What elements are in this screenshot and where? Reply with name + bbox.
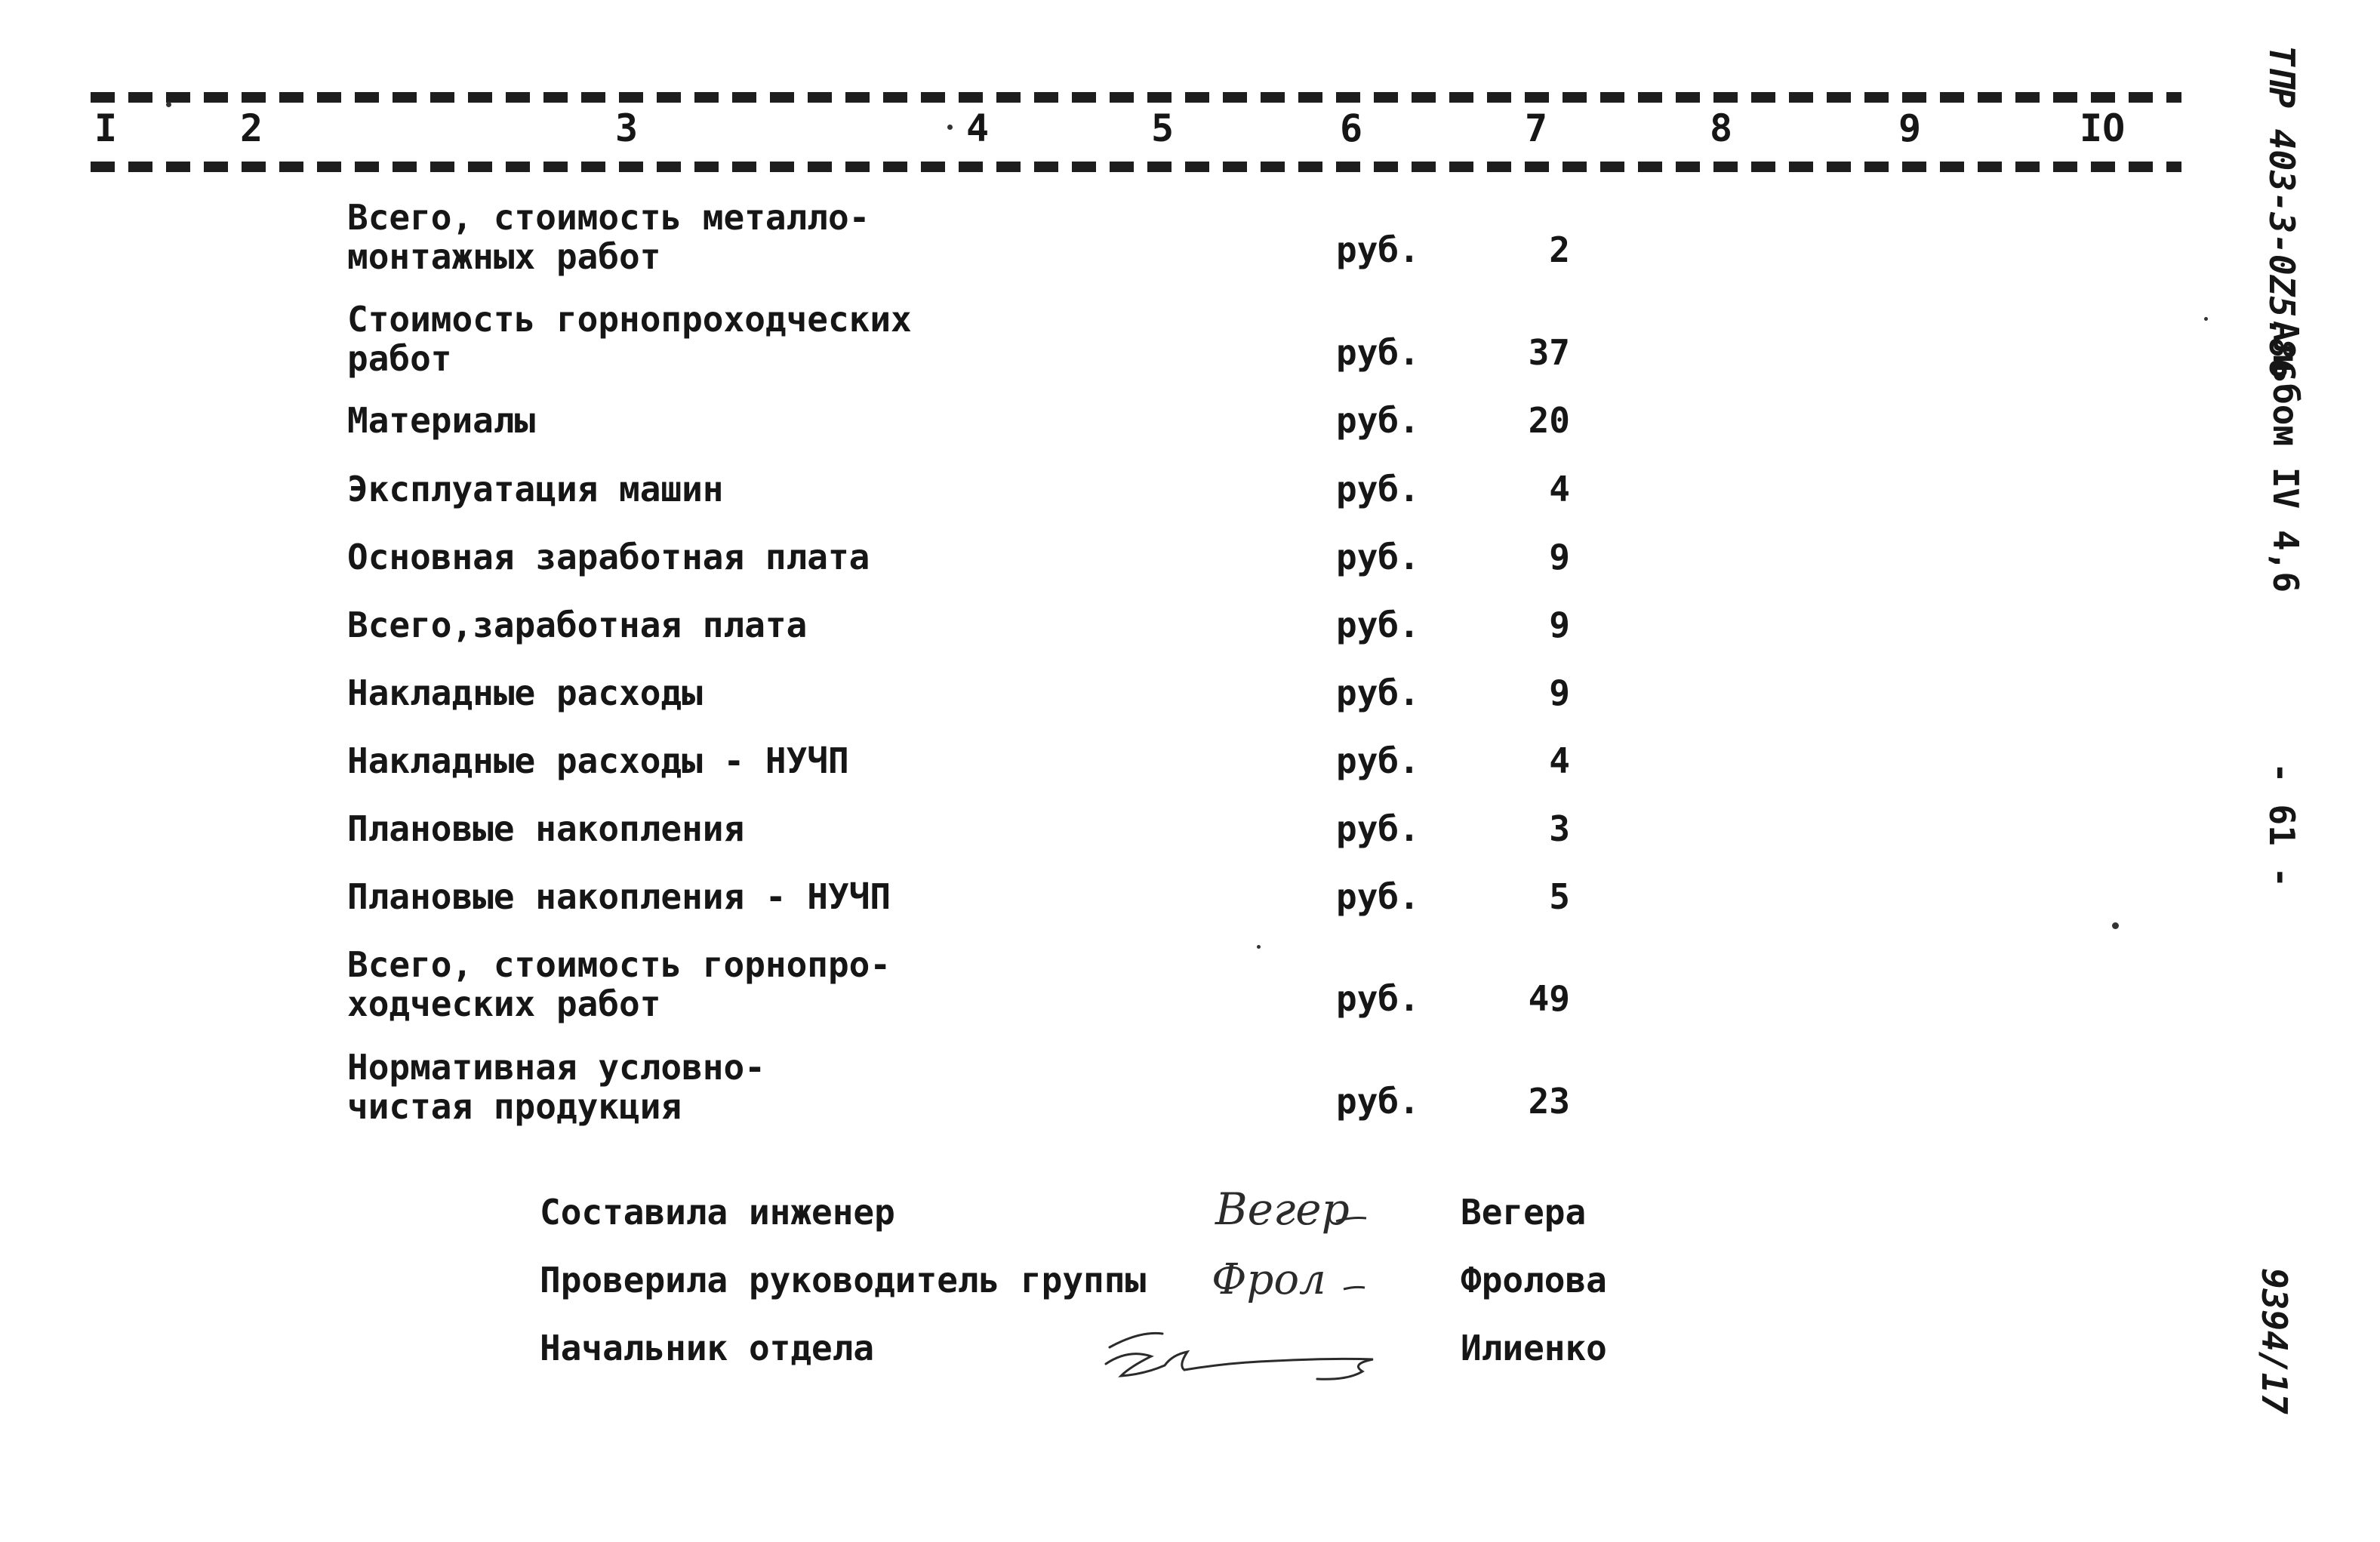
scan-speck bbox=[166, 102, 171, 107]
row-label: Всего, стоимость горнопро- ходческих работ bbox=[347, 944, 891, 1024]
row-value: 4 bbox=[1549, 469, 1570, 509]
album-label: Альбом IV 4,6 bbox=[2265, 321, 2306, 593]
row-value: 9 bbox=[1549, 605, 1570, 645]
scan-speck bbox=[2112, 922, 2119, 929]
scan-speck bbox=[947, 125, 953, 130]
row-label: Стоимость горнопроходческих работ bbox=[347, 299, 912, 379]
header-bottom-rule bbox=[91, 162, 2181, 172]
row-value: 49 bbox=[1528, 978, 1570, 1019]
row-unit: руб. bbox=[1336, 229, 1420, 270]
row-label: Накладные расходы - НУЧП bbox=[347, 740, 849, 781]
row-unit: руб. bbox=[1336, 400, 1420, 441]
row-value: 9 bbox=[1549, 673, 1570, 713]
signature-name: Вегера bbox=[1461, 1192, 1587, 1233]
row-unit: руб. bbox=[1336, 978, 1420, 1019]
column-number-9: 9 bbox=[1898, 106, 1922, 150]
row-value: 37 bbox=[1528, 332, 1570, 373]
row-value: 5 bbox=[1549, 876, 1570, 917]
row-unit: руб. bbox=[1336, 332, 1420, 373]
column-number-2: 2 bbox=[240, 106, 263, 150]
row-label: Эксплуатация машин bbox=[347, 469, 724, 509]
scan-speck bbox=[1257, 945, 1261, 949]
row-unit: руб. bbox=[1336, 876, 1420, 917]
row-value: 9 bbox=[1549, 537, 1570, 577]
row-label: Всего, стоимость металло- монтажных работ bbox=[347, 197, 870, 277]
column-number-1: I bbox=[94, 106, 118, 150]
svg-text:Фрол: Фрол bbox=[1212, 1255, 1326, 1304]
row-value: 2 bbox=[1549, 229, 1570, 270]
column-number-6: 6 bbox=[1340, 106, 1363, 150]
signature-role: Проверила руководитель группы bbox=[540, 1260, 1147, 1300]
handwritten-signature bbox=[1095, 1310, 1427, 1393]
row-unit: руб. bbox=[1336, 1081, 1420, 1122]
row-label: Плановые накопления - НУЧП bbox=[347, 876, 891, 917]
signature-role: Начальник отдела bbox=[540, 1328, 875, 1368]
row-label: Основная заработная плата bbox=[347, 537, 870, 577]
handwritten-signature bbox=[1204, 1244, 1385, 1319]
row-unit: руб. bbox=[1336, 537, 1420, 577]
row-value: 20 bbox=[1528, 400, 1570, 441]
handwritten-signature bbox=[1208, 1177, 1389, 1245]
document-number: 9394/17 bbox=[2254, 1268, 2295, 1414]
signature-name: Илиенко bbox=[1461, 1328, 1607, 1368]
row-unit: руб. bbox=[1336, 808, 1420, 849]
signature-name: Фролова bbox=[1461, 1260, 1607, 1300]
column-number-5: 5 bbox=[1151, 106, 1175, 150]
column-number-7: 7 bbox=[1525, 106, 1548, 150]
page-number: - 61 - bbox=[2261, 762, 2302, 888]
column-number-8: 8 bbox=[1710, 106, 1733, 150]
row-unit: руб. bbox=[1336, 605, 1420, 645]
row-label: Накладные расходы bbox=[347, 673, 703, 713]
row-value: 23 bbox=[1528, 1081, 1570, 1122]
scan-speck bbox=[2204, 317, 2208, 321]
row-label: Нормативная условно- чистая продукция bbox=[347, 1047, 765, 1127]
row-unit: руб. bbox=[1336, 469, 1420, 509]
column-number-4: 4 bbox=[966, 106, 990, 150]
row-value: 4 bbox=[1549, 740, 1570, 781]
row-label: Материалы bbox=[347, 400, 536, 441]
row-unit: руб. bbox=[1336, 740, 1420, 781]
column-number-3: 3 bbox=[615, 106, 639, 150]
row-unit: руб. bbox=[1336, 673, 1420, 713]
column-number-10: IO bbox=[2080, 106, 2126, 150]
row-label: Плановые накопления bbox=[347, 808, 745, 849]
signature-role: Составила инженер bbox=[540, 1192, 895, 1233]
svg-text:Вегер: Вегер bbox=[1215, 1183, 1350, 1235]
document-code: ТПР 403-3-0Z5.86 bbox=[2261, 45, 2302, 380]
row-value: 3 bbox=[1549, 808, 1570, 849]
row-label: Всего,заработная плата bbox=[347, 605, 808, 645]
header-top-rule bbox=[91, 92, 2181, 103]
